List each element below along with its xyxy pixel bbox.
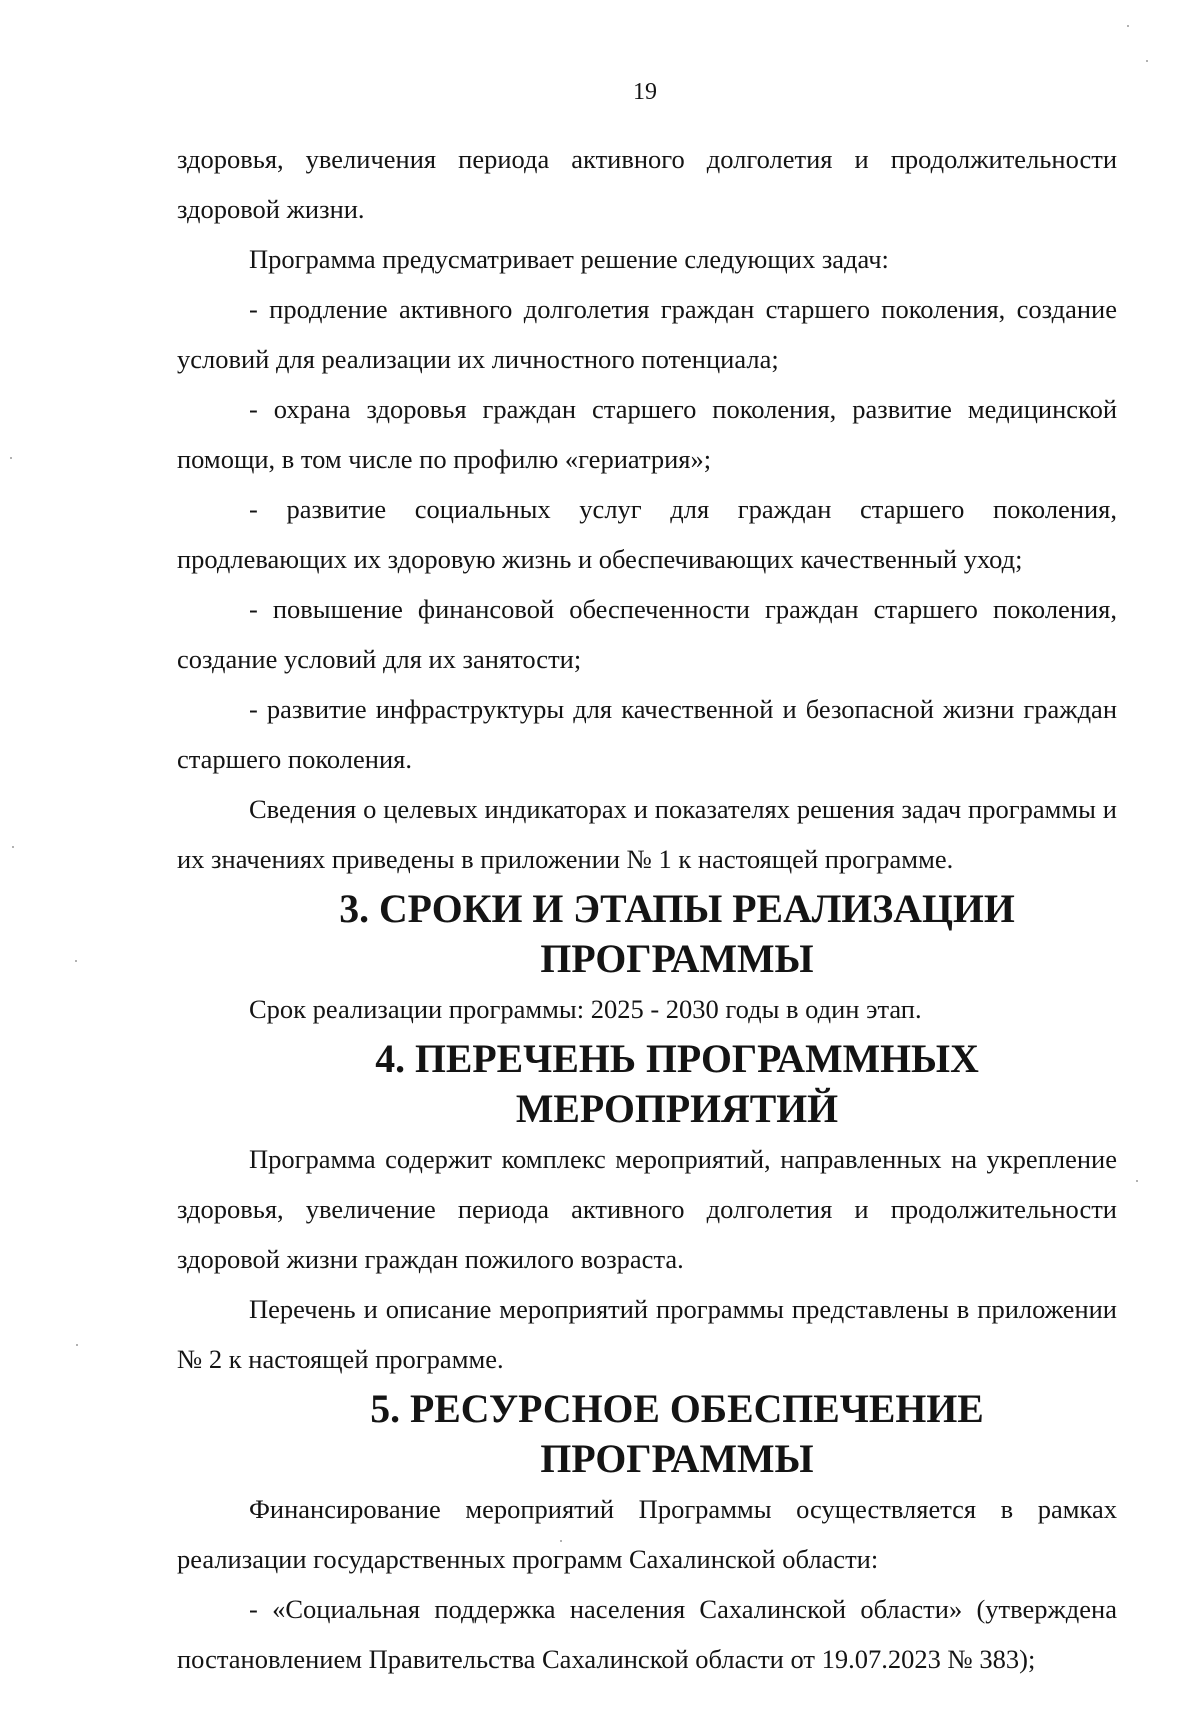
section-heading-3: 3. СРОКИ И ЭТАПЫ РЕАЛИЗАЦИИ ПРОГРАММЫ — [339, 887, 1015, 981]
list-item-social-services: - развитие социальных услуг для граждан старшего поколения, продлевающих их здоровую жизнь и обеспечивающих качественный уход; — [177, 494, 1117, 574]
paragraph-term: Срок реализации программы: 2025 - 2030 годы в один этап. — [249, 994, 922, 1024]
paragraph-appendix-2: Перечень и описание мероприятий программы представлены в приложении № 2 к настоящей программе. — [177, 1294, 1117, 1374]
paragraph-continuation: здоровья, увеличения периода активного долголетия и продолжительности здоровой жизни. — [177, 144, 1117, 224]
list-item-health-protection: - охрана здоровья граждан старшего поколения, развитие медицинской помощи, в том числе по профилю «гериатрия»; — [177, 394, 1117, 474]
list-item-active-longevity: - продление активного долголетия граждан старшего поколения, создание условий для реализации их личностного потенциала; — [177, 294, 1117, 374]
page-number: 19 — [633, 79, 657, 105]
list-item-social-support-program: - «Социальная поддержка населения Сахалинской области» (утверждена постановлением Правительства Сахалинской области от 19.07.2023 № 383); — [177, 1594, 1117, 1674]
list-item-financial-security: - повышение финансовой обеспеченности граждан старшего поколения, создание условий для их занятости; — [177, 594, 1117, 674]
document-body — [177, 134, 1117, 1684]
paragraph-activities: Программа содержит комплекс мероприятий, направленных на укрепление здоровья, увеличение периода активного долголетия и продолжительности здоровой жизни граждан пожилого возраста. — [177, 1144, 1117, 1274]
section-heading-4: 4. ПЕРЕЧЕНЬ ПРОГРАММНЫХ МЕРОПРИЯТИЙ — [375, 1037, 979, 1131]
section-heading-5: 5. РЕСУРСНОЕ ОБЕСПЕЧЕНИЕ ПРОГРАММЫ — [370, 1387, 984, 1481]
paragraph-tasks-intro: Программа предусматривает решение следующих задач: — [249, 244, 889, 274]
list-item-infrastructure: - развитие инфраструктуры для качественной и безопасной жизни граждан старшего поколения. — [177, 694, 1117, 774]
paragraph-indicators: Сведения о целевых индикаторах и показателях решения задач программы и их значениях приведены в приложении № 1 к настоящей программе. — [177, 794, 1117, 874]
paragraph-financing: Финансирование мероприятий Программы осуществляется в рамках реализации государственных программ Сахалинской области: — [177, 1494, 1117, 1574]
